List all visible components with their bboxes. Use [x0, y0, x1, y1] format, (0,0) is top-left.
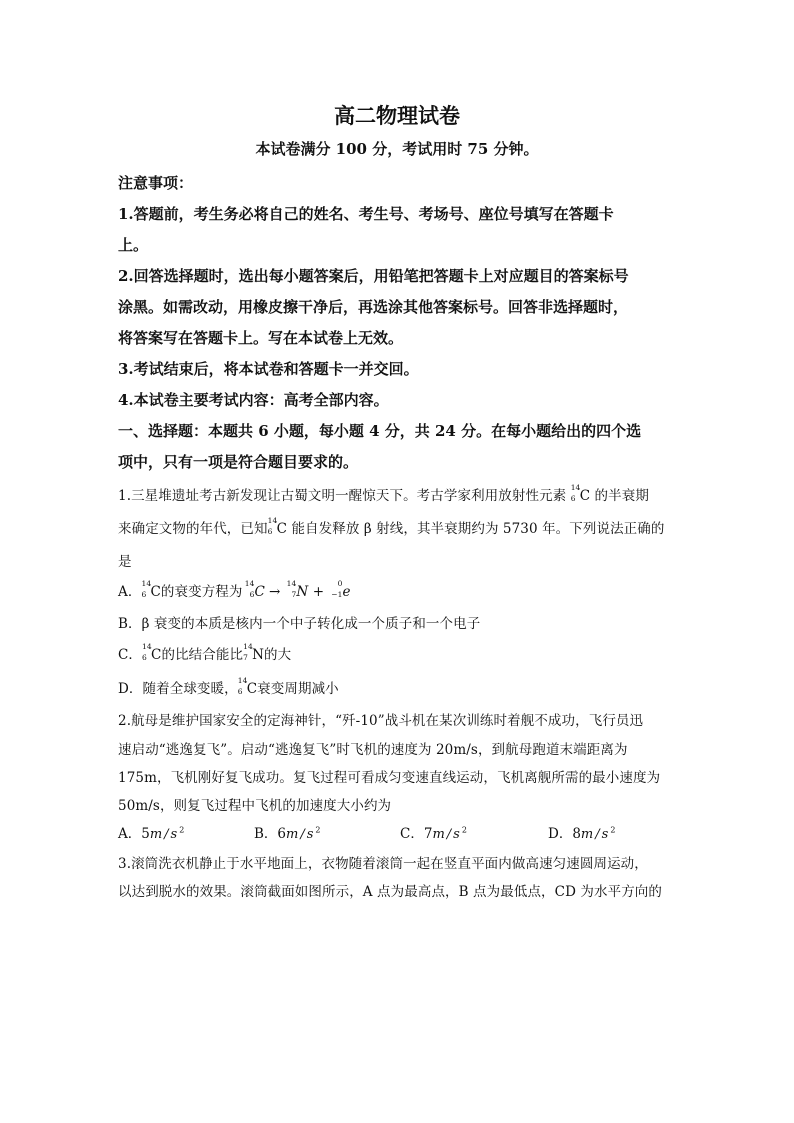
section-1-line-1: 一、选择题：本题共 6 小题，每小题 4 分，共 24 分。在每小题给出的四个选 — [118, 422, 642, 440]
option-c-unit: $m/s^2$ — [432, 825, 469, 842]
notice-item-2-line-2: 涂黑。如需改动，用橡皮擦干净后，再选涂其他答案标号。回答非选择题时， — [118, 298, 629, 316]
option-b-label: B． — [254, 826, 278, 842]
q1-stem-line-2 — [118, 517, 664, 537]
option-a-unit: $m/s^2$ — [149, 825, 187, 842]
q1-stem-line-1-end: 的半衰期 — [594, 488, 649, 504]
option-a-value: 5 — [141, 826, 150, 842]
option-b-value: 6 — [277, 826, 287, 842]
q2-stem-line-3: 175m，飞机刚好复飞成功。复飞过程可看成匀变速直线运动，飞机离舰所需的最小速度为 — [118, 770, 661, 786]
notice-item-1-line-2: 上。 — [118, 236, 149, 254]
option-c-end: 的大 — [264, 647, 292, 663]
page-title: 高二物理试卷 — [334, 103, 460, 128]
notice-heading: 注意事项： — [118, 174, 194, 192]
q1-option-a — [118, 580, 351, 600]
carbon-math-symbol: C — [254, 584, 265, 600]
option-a-text: 的衰变方程为 — [160, 584, 243, 600]
nitrogen-14-nuclide: 14 7 — [286, 579, 297, 599]
option-c-label: C． — [118, 647, 143, 663]
option-d-end: 衰变周期减小 — [257, 681, 339, 697]
carbon-14-nuclide: 14 6 — [244, 579, 255, 599]
q1-stem-line-2-text: 能自发释放 β 射线，其半衰期约为 5730 年。下列说法正确的 — [291, 521, 665, 537]
q2-option-d — [548, 822, 617, 842]
option-c-label: C． — [400, 826, 424, 842]
notice-item-3: 3.考试结束后，将本试卷和答题卡一并交回。 — [118, 360, 419, 378]
q3-stem-line-2: 以达到脱水的效果。滚筒截面如图所示，A 点为最高点，B 点为最低点，CD 为水平方向的 — [118, 884, 662, 900]
carbon-14-isotope: 14 6 — [141, 579, 152, 599]
nitrogen-math-symbol: N — [296, 584, 309, 600]
option-c-text: 的比结合能比 — [161, 647, 244, 663]
notice-item-4: 4.本试卷主要考试内容：高考全部内容。 — [118, 391, 389, 409]
q1-option-d — [118, 677, 339, 697]
q2-option-b — [254, 822, 323, 842]
q1-option-c — [118, 643, 291, 663]
carbon-symbol: C — [246, 681, 258, 697]
carbon-14-isotope: 14 6 — [267, 516, 278, 536]
right-arrow-icon: → — [268, 584, 281, 600]
page-subtitle: 本试卷满分 100 分，考试用时 75 分钟。 — [255, 140, 539, 158]
carbon-14-isotope: 14 6 — [570, 483, 581, 503]
option-d-label: D． — [548, 826, 573, 842]
q2-stem-line-1: 2.航母是维护国家安全的定海神针，“歼-10”战斗机在某次训练时着舰不成功，飞行员迅 — [118, 713, 644, 729]
option-d-text: D．随着全球变暖， — [118, 681, 238, 697]
option-d-value: 8 — [572, 826, 581, 842]
nitrogen-14-isotope: 14 7 — [243, 642, 253, 662]
carbon-symbol: C — [276, 521, 288, 537]
option-a-label: A． — [118, 584, 142, 600]
option-a-label: A． — [118, 826, 142, 842]
carbon-symbol: C — [579, 488, 591, 504]
notice-item-1-line-1: 1.答题前，考生务必将自己的姓名、考生号、考场号、座位号填写在答题卡 — [118, 205, 614, 223]
q1-stem-line-3: 是 — [118, 554, 132, 570]
q2-stem-line-4: 50m/s，则复飞过程中飞机的加速度大小约为 — [118, 798, 392, 814]
q1-stem-line-1 — [118, 484, 649, 504]
electron-math-symbol: e — [342, 584, 351, 600]
electron-nuclide: 0 −1 — [331, 579, 343, 599]
q2-option-a — [118, 822, 186, 842]
option-d-unit: $m/s^2$ — [580, 825, 618, 842]
q1-option-b: B．β 衰变的本质是核内一个中子转化成一个质子和一个电子 — [118, 616, 481, 632]
notice-item-2-line-1: 2.回答选择题时，选出每小题答案后，用铅笔把答题卡上对应题目的答案标号 — [118, 267, 629, 285]
option-c-value: 7 — [423, 826, 433, 842]
notice-item-2-line-3: 将答案写在答题卡上。写在本试卷上无效。 — [118, 329, 404, 347]
carbon-14-isotope: 14 6 — [237, 676, 248, 696]
q1-stem-line-2-start: 来确定文物的年代，已知 — [118, 521, 268, 537]
carbon-symbol: C — [150, 584, 161, 600]
q3-stem-line-1: 3.滚筒洗衣机静止于水平地面上，衣物随着滚筒一起在竖直平面内做高速匀速圆周运动， — [118, 856, 648, 872]
section-1-line-2: 项中，只有一项是符合题目要求的。 — [118, 453, 359, 471]
nitrogen-symbol: N — [252, 647, 264, 663]
plus-sign: + — [312, 584, 325, 600]
option-b-unit: $m/s^2$ — [286, 825, 323, 842]
q1-stem-line-1-text: 1.三星堆遗址考古新发现让古蜀文明一醒惊天下。考古学家利用放射性元素 — [118, 488, 567, 504]
carbon-14-isotope: 14 6 — [142, 642, 152, 662]
q2-stem-line-2: 速启动“逃逸复飞”。启动“逃逸复飞”时飞机的速度为 20m/s，到航母跑道末端距离为 — [118, 742, 628, 758]
carbon-symbol: C — [151, 647, 162, 663]
q2-option-c — [400, 822, 469, 842]
